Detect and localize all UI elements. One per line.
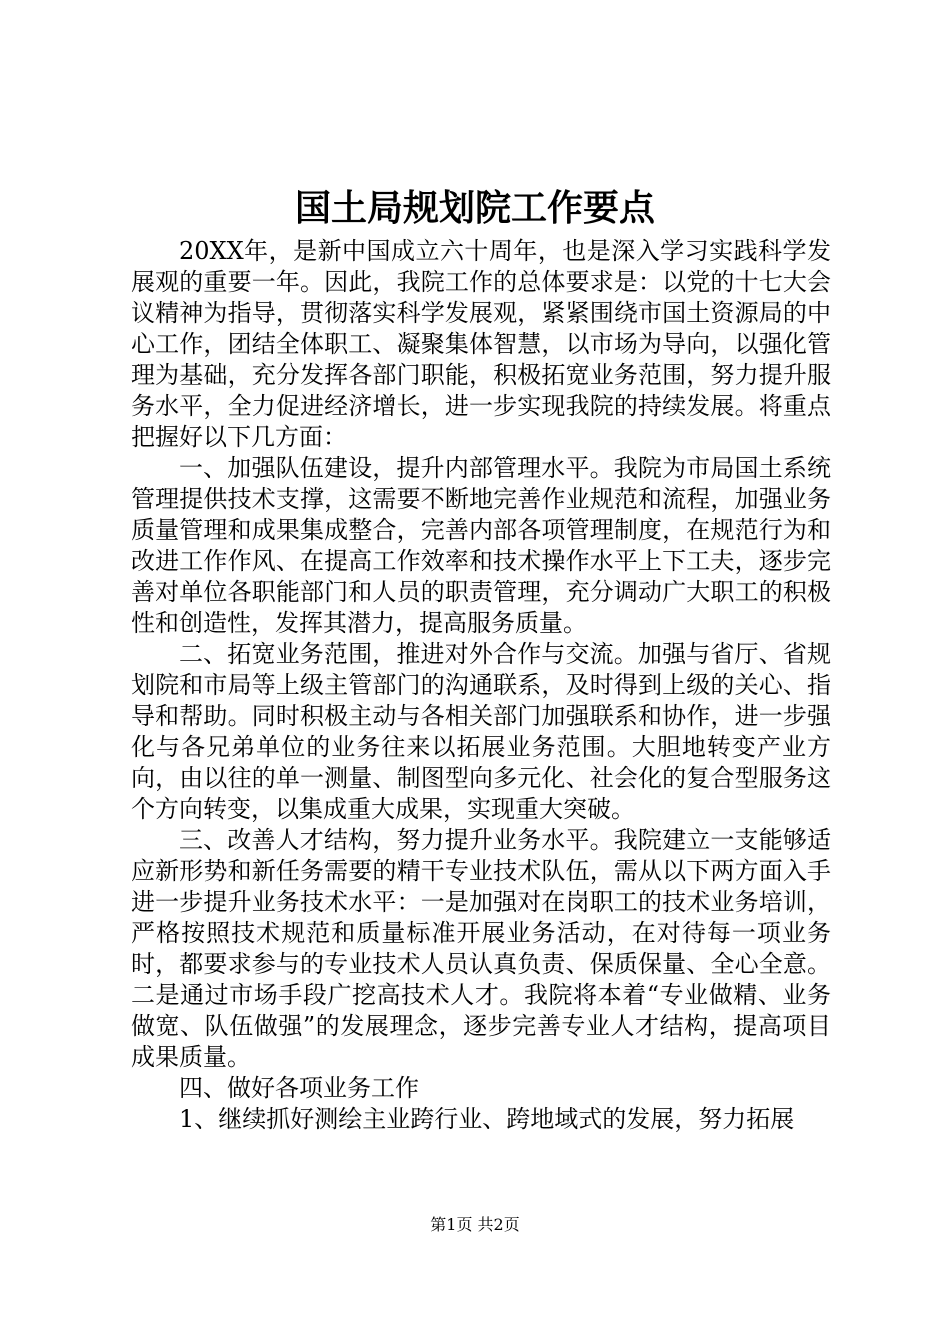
page-footer <box>0 1214 950 1236</box>
paragraph-section-4-item-1: 1、继续抓好测绘主业跨行业、跨地域式的发展，努力拓展 <box>179 1105 795 1133</box>
paragraph-section-2: 二、拓宽业务范围，推进对外合作与交流。加强与省厅、省规划院和市局等上级主管部门的沟通联系，及时得到上级的关心、指导和帮助。同时积极主动与各相关部门加强联系和协作，进一步强化与各兄弟单位的业务往来以拓展业务范围。大胆地转变产业方向，由以往的单一测量、制图型向多元化、社会化的复合型服务这个方向转变，以集成重大成果，实现重大突破。 <box>131 640 831 823</box>
paragraph-section-1: 一、加强队伍建设，提升内部管理水平。我院为市局国土系统管理提供技术支撑，这需要不断地完善作业规范和流程，加强业务质量管理和成果集成整合，完善内部各项管理制度，在规范行为和改进工作作风、在提高工作效率和技术操作水平上下工夫，逐步完善对单位各职能部门和人员的职责管理，充分调动广大职工的积极性和创造性，发挥其潜力，提高服务质量。 <box>131 454 831 637</box>
paragraph-intro: 20XX年，是新中国成立六十周年，也是深入学习实践科学发展观的重要一年。因此，我院工作的总体要求是：以党的十七大会议精神为指导，贯彻落实科学发展观，紧紧围绕市国土资源局的中心工作，团结全体职工、凝聚集体智慧，以市场为导向，以强化管理为基础，充分发挥各部门职能，积极拓宽业务范围，努力提升服务水平，全力促进经济增长，进一步实现我院的持续发展。将重点把握好以下几方面： <box>131 237 831 451</box>
paragraph-section-4-heading: 四、做好各项业务工作 <box>179 1074 419 1102</box>
document-body <box>131 236 831 1135</box>
document-title: 国土局规划院工作要点 <box>294 187 655 229</box>
paragraph-section-3: 三、改善人才结构，努力提升业务水平。我院建立一支能够适应新形势和新任务需要的精干专业技术队伍，需从以下两方面入手进一步提升业务技术水平：一是加强对在岗职工的技术业务培训，严格按照技术规范和质量标准开展业务活动，在对待每一项业务时，都要求参与的专业技术人员认真负责、保质保量、全心全意。二是通过市场手段广挖高技术人才。我院将本着“专业做精、业务做宽、队伍做强”的发展理念，逐步完善专业人才结构，提高项目成果质量。 <box>131 826 831 1071</box>
page-indicator: 第1页 共2页 <box>430 1215 520 1234</box>
